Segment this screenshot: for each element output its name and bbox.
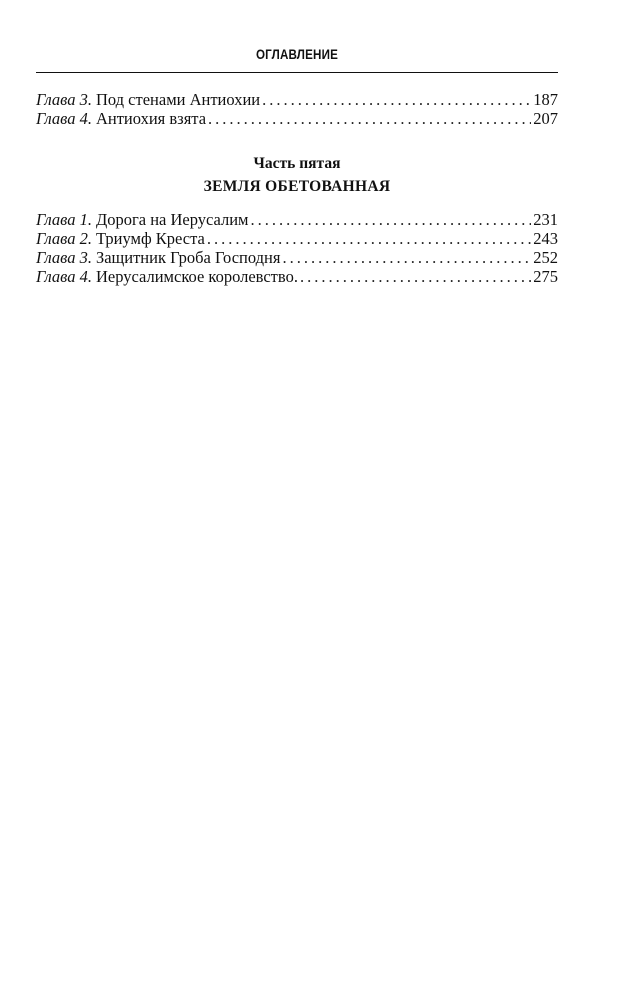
toc-list-part xyxy=(36,210,558,286)
chapter-title: Под стенами Антиохии xyxy=(95,90,261,109)
header-rule xyxy=(36,72,558,73)
chapter-title: Иерусалимское королевство. xyxy=(95,267,298,286)
toc-entry xyxy=(36,90,558,109)
dot-leader xyxy=(262,90,531,109)
part-title: Часть пятая xyxy=(253,155,341,172)
chapter-label: Глава 1. xyxy=(36,210,92,229)
chapter-label: Глава 4. xyxy=(36,267,92,286)
toc-entry xyxy=(36,248,558,267)
toc-list-top xyxy=(36,90,558,128)
dot-leader xyxy=(282,248,531,267)
dot-leader xyxy=(251,210,532,229)
toc-entry xyxy=(36,210,558,229)
toc-entry xyxy=(36,109,558,128)
page-number: 275 xyxy=(533,267,558,286)
chapter-title: Триумф Креста xyxy=(95,229,205,248)
chapter-title: Защитник Гроба Господня xyxy=(95,248,281,267)
page-number: 187 xyxy=(533,90,558,109)
toc-entry xyxy=(36,267,558,286)
chapter-title: Антиохия взята xyxy=(95,109,207,128)
dot-leader xyxy=(208,109,531,128)
dot-leader xyxy=(300,267,531,286)
chapter-label: Глава 4. xyxy=(36,109,92,128)
page-number: 243 xyxy=(533,229,558,248)
part-subtitle: ЗЕМЛЯ ОБЕТОВАННАЯ xyxy=(203,178,391,195)
running-head: ОГЛАВЛЕНИЕ xyxy=(255,47,339,62)
page-number: 207 xyxy=(533,109,558,128)
chapter-label: Глава 3. xyxy=(36,90,92,109)
chapter-title: Дорога на Иерусалим xyxy=(95,210,249,229)
chapter-label: Глава 2. xyxy=(36,229,92,248)
chapter-label: Глава 3. xyxy=(36,248,92,267)
page-number: 252 xyxy=(533,248,558,267)
page-number: 231 xyxy=(533,210,558,229)
toc-entry xyxy=(36,229,558,248)
dot-leader xyxy=(207,229,531,248)
